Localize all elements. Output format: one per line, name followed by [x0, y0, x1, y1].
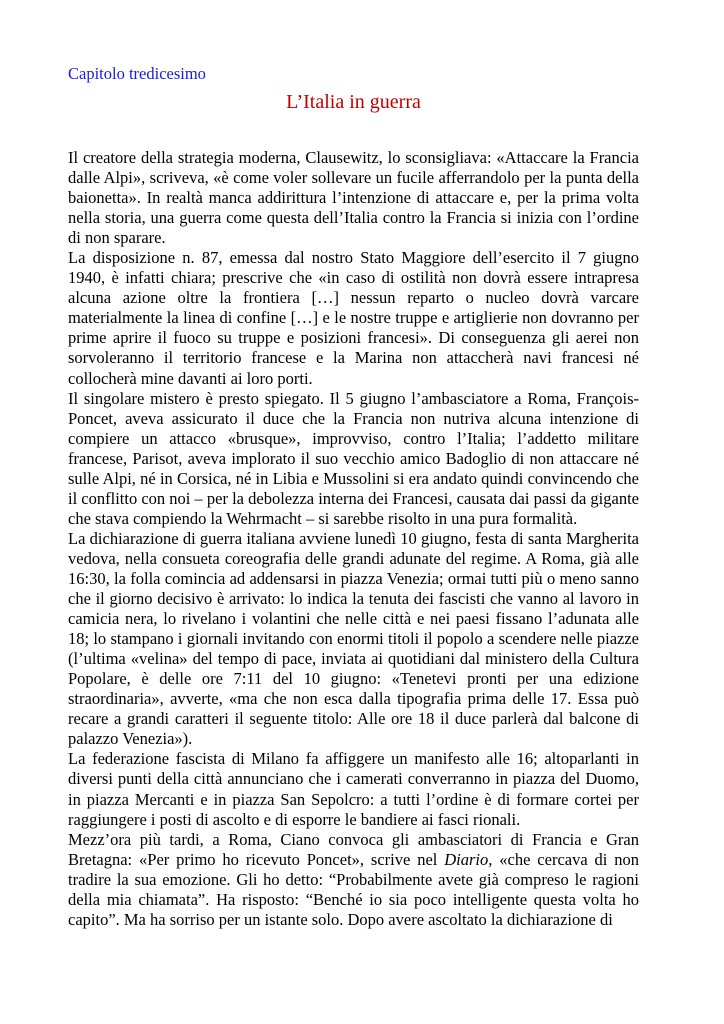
chapter-title: L’Italia in guerra — [286, 91, 421, 113]
paragraph: Il creatore della strategia moderna, Clausewitz, lo sconsigliava: «Attaccare la Francia dalle Alpi», scriveva, «è come voler sollevare un fucile afferrandolo per la punta della baionetta». In realtà manca addirittura l’intenzione di attaccare e, per la prima volta nella storia, una guerra come questa dell’Italia contro la Francia si inizia con l’ordine di non sparare. — [68, 148, 639, 248]
document-page — [68, 64, 639, 930]
book-title: Diario — [444, 849, 489, 869]
paragraph: La disposizione n. 87, emessa dal nostro Stato Maggiore dell’esercito il 7 giugno 1940, è infatti chiara; prescrive che «in caso di ostilità non dovrà essere intrapresa alcuna azione oltre la frontiera […] nessun reparto o nucleo dovrà varcare materialmente la linea di confine […] e le nostre truppe e artiglierie non dovranno per prime aprire il fuoco su truppe e posizioni francesi». Di conseguenza gli aerei non sorvoleranno il territorio francese e la Marina non attaccherà navi francesi né collocherà mine davanti ai loro porti. — [68, 248, 639, 388]
chapter-label: Capitolo tredicesimo — [68, 64, 206, 83]
paragraph: Il singolare mistero è presto spiegato. Il 5 giugno l’ambasciatore a Roma, François-Poncet, aveva assicurato il duce che la Francia non nutriva alcuna intenzione di compiere un attacco «brusque», improvviso, contro l’Italia; l’addetto militare francese, Parisot, aveva implorato il suo vecchio amico Badoglio di non attaccare né sulle Alpi, né in Corsica, né in Libia e Mussolini si era andato quindi convincendo che il conflitto con noi – per la debolezza interna dei Francesi, causata dai passi da gigante che stava compiendo la Wehrmacht – si sarebbe risolto in una pura formalità. — [68, 388, 639, 528]
paragraph: La dichiarazione di guerra italiana avviene lunedì 10 giugno, festa di santa Margherita vedova, nella consueta coreografia delle grandi adunate del regime. A Roma, già alle 16:30, la folla comincia ad addensarsi in piazza Venezia; ormai tutti più o meno sanno che il giorno decisivo è arrivato: lo indica la tenuta dei fascisti che vanno al lavoro in camicia nera, lo rivelano i volantini che nelle città e nei paesi fissano l’adunata alle 18; lo stampano i giornali invitando con enormi titoli il popolo a scendere nelle piazze (l’ultima «velina» del tempo di pace, inviata ai quotidiani dal ministero della Cultura Popolare, è delle ore 7:11 del 10 giugno: «Tenetevi pronti per una edizione straordinaria», avverte, «ma che non esca dalla tipografia prima delle 17. Essa può recare a grandi caratteri il seguente titolo: Alle ore 18 il duce parlerà dal balcone di palazzo Venezia»). — [68, 528, 639, 749]
paragraph: La federazione fascista di Milano fa affiggere un manifesto alle 16; altoparlanti in diversi punti della città annunciano che i camerati converranno in piazza del Duomo, in piazza Mercanti e in piazza San Sepolcro: a tutti l’ordine è di formare cortei per raggiungere i posti di ascolto e di esporre le bandiere ai fasci rionali. — [68, 749, 639, 829]
paragraph-last — [68, 830, 639, 930]
paragraph-text: , «che cercava di non tradire la sua emozione. Gli ho detto: “Probabilmente avete già compreso le ragioni della mia chiamata”. Ha risposto: “Benché io sia poco intelligente questa volta ho capito”. Ma ha sorriso per un istante solo. Dopo avere ascoltato la dichiarazione di — [68, 849, 640, 929]
chapter-body — [68, 148, 639, 930]
paragraph-text: Mezz’ora più tardi, a Roma, Ciano convoca gli ambasciatori di Francia e Gran Bretagna: «Per primo ho ricevuto Poncet», scrive nel — [68, 829, 639, 869]
